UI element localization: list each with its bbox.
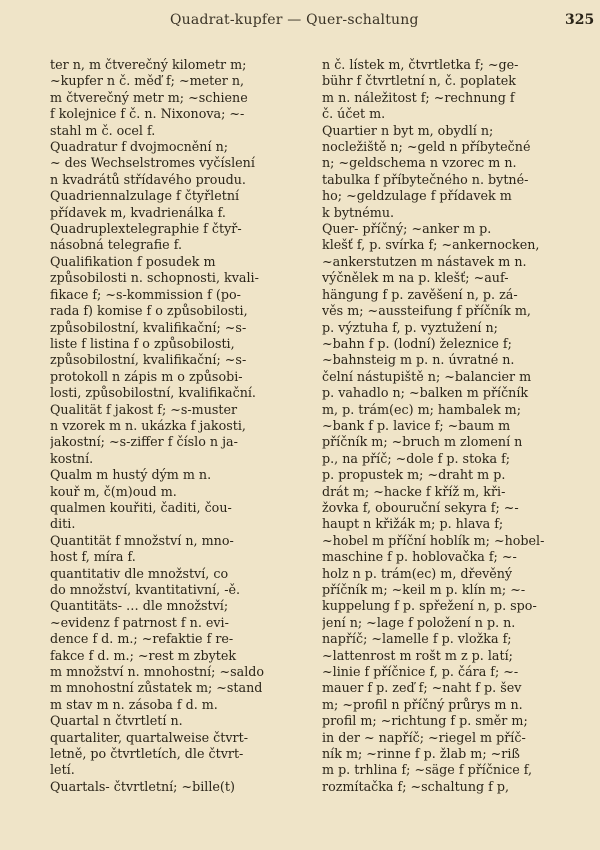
entry-line: letně, po čtvrtletích, dle čtvrt- (50, 746, 244, 762)
entry-line: m čtverečný metr m; ~schiene (50, 89, 248, 105)
entry-line: haupt n křižák m; p. hlava f; (322, 516, 504, 532)
entry-line: Quantitäts- … dle množství; (50, 598, 229, 614)
entry-line: liste f listina f o způsobilosti, (50, 335, 235, 351)
entry-line: fakce f d. m.; ~rest m zbytek (50, 647, 237, 663)
entry-line: č. účet m. (322, 106, 386, 122)
entry-line: m, p. trám(ec) m; hambalek m; (322, 401, 521, 417)
entry-line: klešť f, p. svírka f; ~ankernocken, (322, 237, 540, 253)
entry-line: jení n; ~lage f položení n p. n. (322, 614, 516, 630)
entry-line: Quartier n byt m, obydlí n; (322, 122, 494, 138)
entry-line: jakostní; ~s-ziffer f číslo n ja- (50, 434, 238, 450)
entry-line: profil m; ~richtung f p. směr m; (322, 713, 528, 729)
entry-line: ~lattenrost m rošt m z p. latí; (322, 647, 513, 663)
entry-line: výčnělek m na p. klešť; ~auf- (322, 270, 509, 286)
entry-line: mauer f p. zeď f; ~naht f p. šev (322, 680, 522, 696)
entry-line: p., na příč; ~dole f p. stoka f; (322, 450, 511, 466)
entry-line: p. vahadlo n; ~balken m příčník (322, 385, 529, 401)
page-header (0, 0, 600, 50)
entry-line: Qualifikation f posudek m (50, 253, 216, 269)
entry-line: napříč; ~lamelle f p. vložka f; (322, 631, 512, 647)
entry-line: diti. (50, 516, 76, 532)
entry-line: fikace f; ~s-kommission f (po- (50, 286, 241, 302)
entry-line: Quadriennalzulage f čtyřletní (50, 188, 240, 204)
entry-line: kostní. (50, 450, 94, 466)
entry-line: p. propustek m; ~draht m p. (322, 467, 506, 483)
entry-line: ~linie f příčnice f, p. čára f; ~- (322, 664, 519, 680)
entry-line: ter n, m čtverečný kilometr m; (50, 57, 247, 72)
entry-line: žovka f, obouruční sekyra f; ~- (322, 499, 519, 515)
entry-line: příčník m; ~bruch m zlomení n (322, 434, 523, 450)
entry-line: ~bank f p. lavice f; ~baum m (322, 417, 511, 433)
entry-line: n kvadrátů střídavého proudu. (50, 171, 246, 187)
running-head: Quadrat-kupfer — Quer-schaltung (170, 12, 419, 28)
entry-line: m p. trhlina f; ~säge f příčnice f, (322, 762, 533, 778)
entry-line: n vzorek m n. ukázka f jakosti, (50, 417, 246, 433)
entry-line: in der ~ napříč; ~riegel m příč- (322, 729, 526, 745)
entry-line: n; ~geldschema n vzorec m n. (322, 155, 517, 171)
right-column (322, 57, 578, 795)
entry-line: maschine f p. hoblovačka f; ~- (322, 549, 517, 565)
entry-line: způsobilostní, kvalifikační; ~s- (50, 352, 247, 368)
entry-line: quartaliter, quartalweise čtvrt- (50, 729, 248, 745)
entry-line: rozmítačka f; ~schaltung f p, (322, 778, 510, 794)
entry-line: ~bahn f p. (lodní) železnice f; (322, 335, 512, 351)
entry-line: ~bahnsteig m p. n. úvratné n. (322, 352, 515, 368)
entry-line: ho; ~geldzulage f přídavek m (322, 188, 512, 204)
entry-line: k bytnému. (322, 204, 395, 220)
entry-line: ~hobel m příční hoblík m; ~hobel- (322, 532, 545, 548)
entry-line: Qualm m hustý dým m n. (50, 467, 212, 483)
entry-line: rada f) komise f o způsobilosti, (50, 303, 248, 319)
entry-line: bühr f čtvrtletní n, č. poplatek (322, 73, 516, 89)
entry-line: Quadratur f dvojmocnění n; (50, 139, 229, 155)
entry-line: stahl m č. ocel f. (50, 122, 156, 138)
entry-line: věs m; ~aussteifung f příčník m, (322, 303, 531, 319)
entry-line: Quer- příčný; ~anker m p. (322, 221, 492, 237)
entry-line: příčník m; ~keil m p. klín m; ~- (322, 582, 526, 597)
entry-line: čelní nástupiště n; ~balancier m (322, 368, 532, 384)
entry-line: n č. lístek m, čtvrtletka f; ~ge- (322, 57, 519, 72)
entry-line: m n. náležitost f; ~rechnung f (322, 89, 515, 105)
entry-line: dence f d. m.; ~refaktie f re- (50, 631, 234, 647)
entry-line: ~ des Wechselstromes vyčíslení (50, 155, 255, 171)
entry-line: nocležiště n; ~geld n příbytečné (322, 139, 531, 155)
entry-line: Quadruplextelegraphie f čtyř- (50, 221, 242, 237)
entry-line: Quantität f množství n, mno- (50, 532, 234, 548)
entry-line: host f, míra f. (50, 549, 136, 565)
entry-line: m; ~profil n příčný průrys m n. (322, 696, 523, 712)
entry-line: ~ankerstutzen m nástavek m n. (322, 253, 527, 269)
entry-line: losti, způsobilostní, kvalifikační. (50, 385, 256, 401)
entry-line: násobná telegrafie f. (50, 237, 182, 253)
entry-line: holz n p. trám(ec) m, dřevěný (322, 565, 513, 581)
entry-line: quantitativ dle množství, co (50, 565, 229, 581)
entry-line: kouř m, č(m)oud m. (50, 483, 177, 499)
entry-line: způsobilostní, kvalifikační; ~s- (50, 319, 247, 335)
entry-line: qualmen kouřiti, čaditi, čou- (50, 499, 232, 515)
left-column (50, 57, 302, 795)
entry-line: ~kupfer n č. měď f; ~meter n, (50, 73, 245, 89)
entry-line: hängung f p. zavěšení n, p. zá- (322, 286, 518, 302)
entry-line: m množství n. mnohostní; ~saldo (50, 664, 265, 680)
entry-line: p. výztuha f, p. vyztužení n; (322, 319, 498, 335)
entry-line: Quartal n čtvrtletí n. (50, 713, 183, 729)
entry-line: letí. (50, 762, 75, 778)
entry-line: ~evidenz f patrnost f n. evi- (50, 614, 229, 630)
entry-line: ník m; ~rinne f p. žlab m; ~riß (322, 746, 520, 762)
entry-line: Quartals- čtvrtletní; ~bille(t) (50, 778, 235, 794)
entry-line: m stav m n. zásoba f d. m. (50, 696, 218, 712)
entry-line: kuppelung f p. spřežení n, p. spo- (322, 598, 537, 614)
entry-line: do množství, kvantitativní, -ě. (50, 582, 241, 597)
entry-line: tabulka f příbytečného n. bytné- (322, 171, 529, 187)
entry-line: drát m; ~hacke f kříž m, kři- (322, 483, 506, 499)
entry-line: protokoll n zápis m o způsobi- (50, 368, 243, 384)
entry-line: Qualität f jakost f; ~s-muster (50, 401, 238, 417)
entry-line: m mnohostní zůstatek m; ~stand (50, 680, 263, 696)
entry-line: přídavek m, kvadrienálka f. (50, 204, 226, 220)
page-number: 325 (565, 12, 595, 28)
entry-line: f kolejnice f č. n. Nixonova; ~- (50, 106, 245, 122)
entry-line: způsobilosti n. schopnosti, kvali- (50, 270, 259, 286)
